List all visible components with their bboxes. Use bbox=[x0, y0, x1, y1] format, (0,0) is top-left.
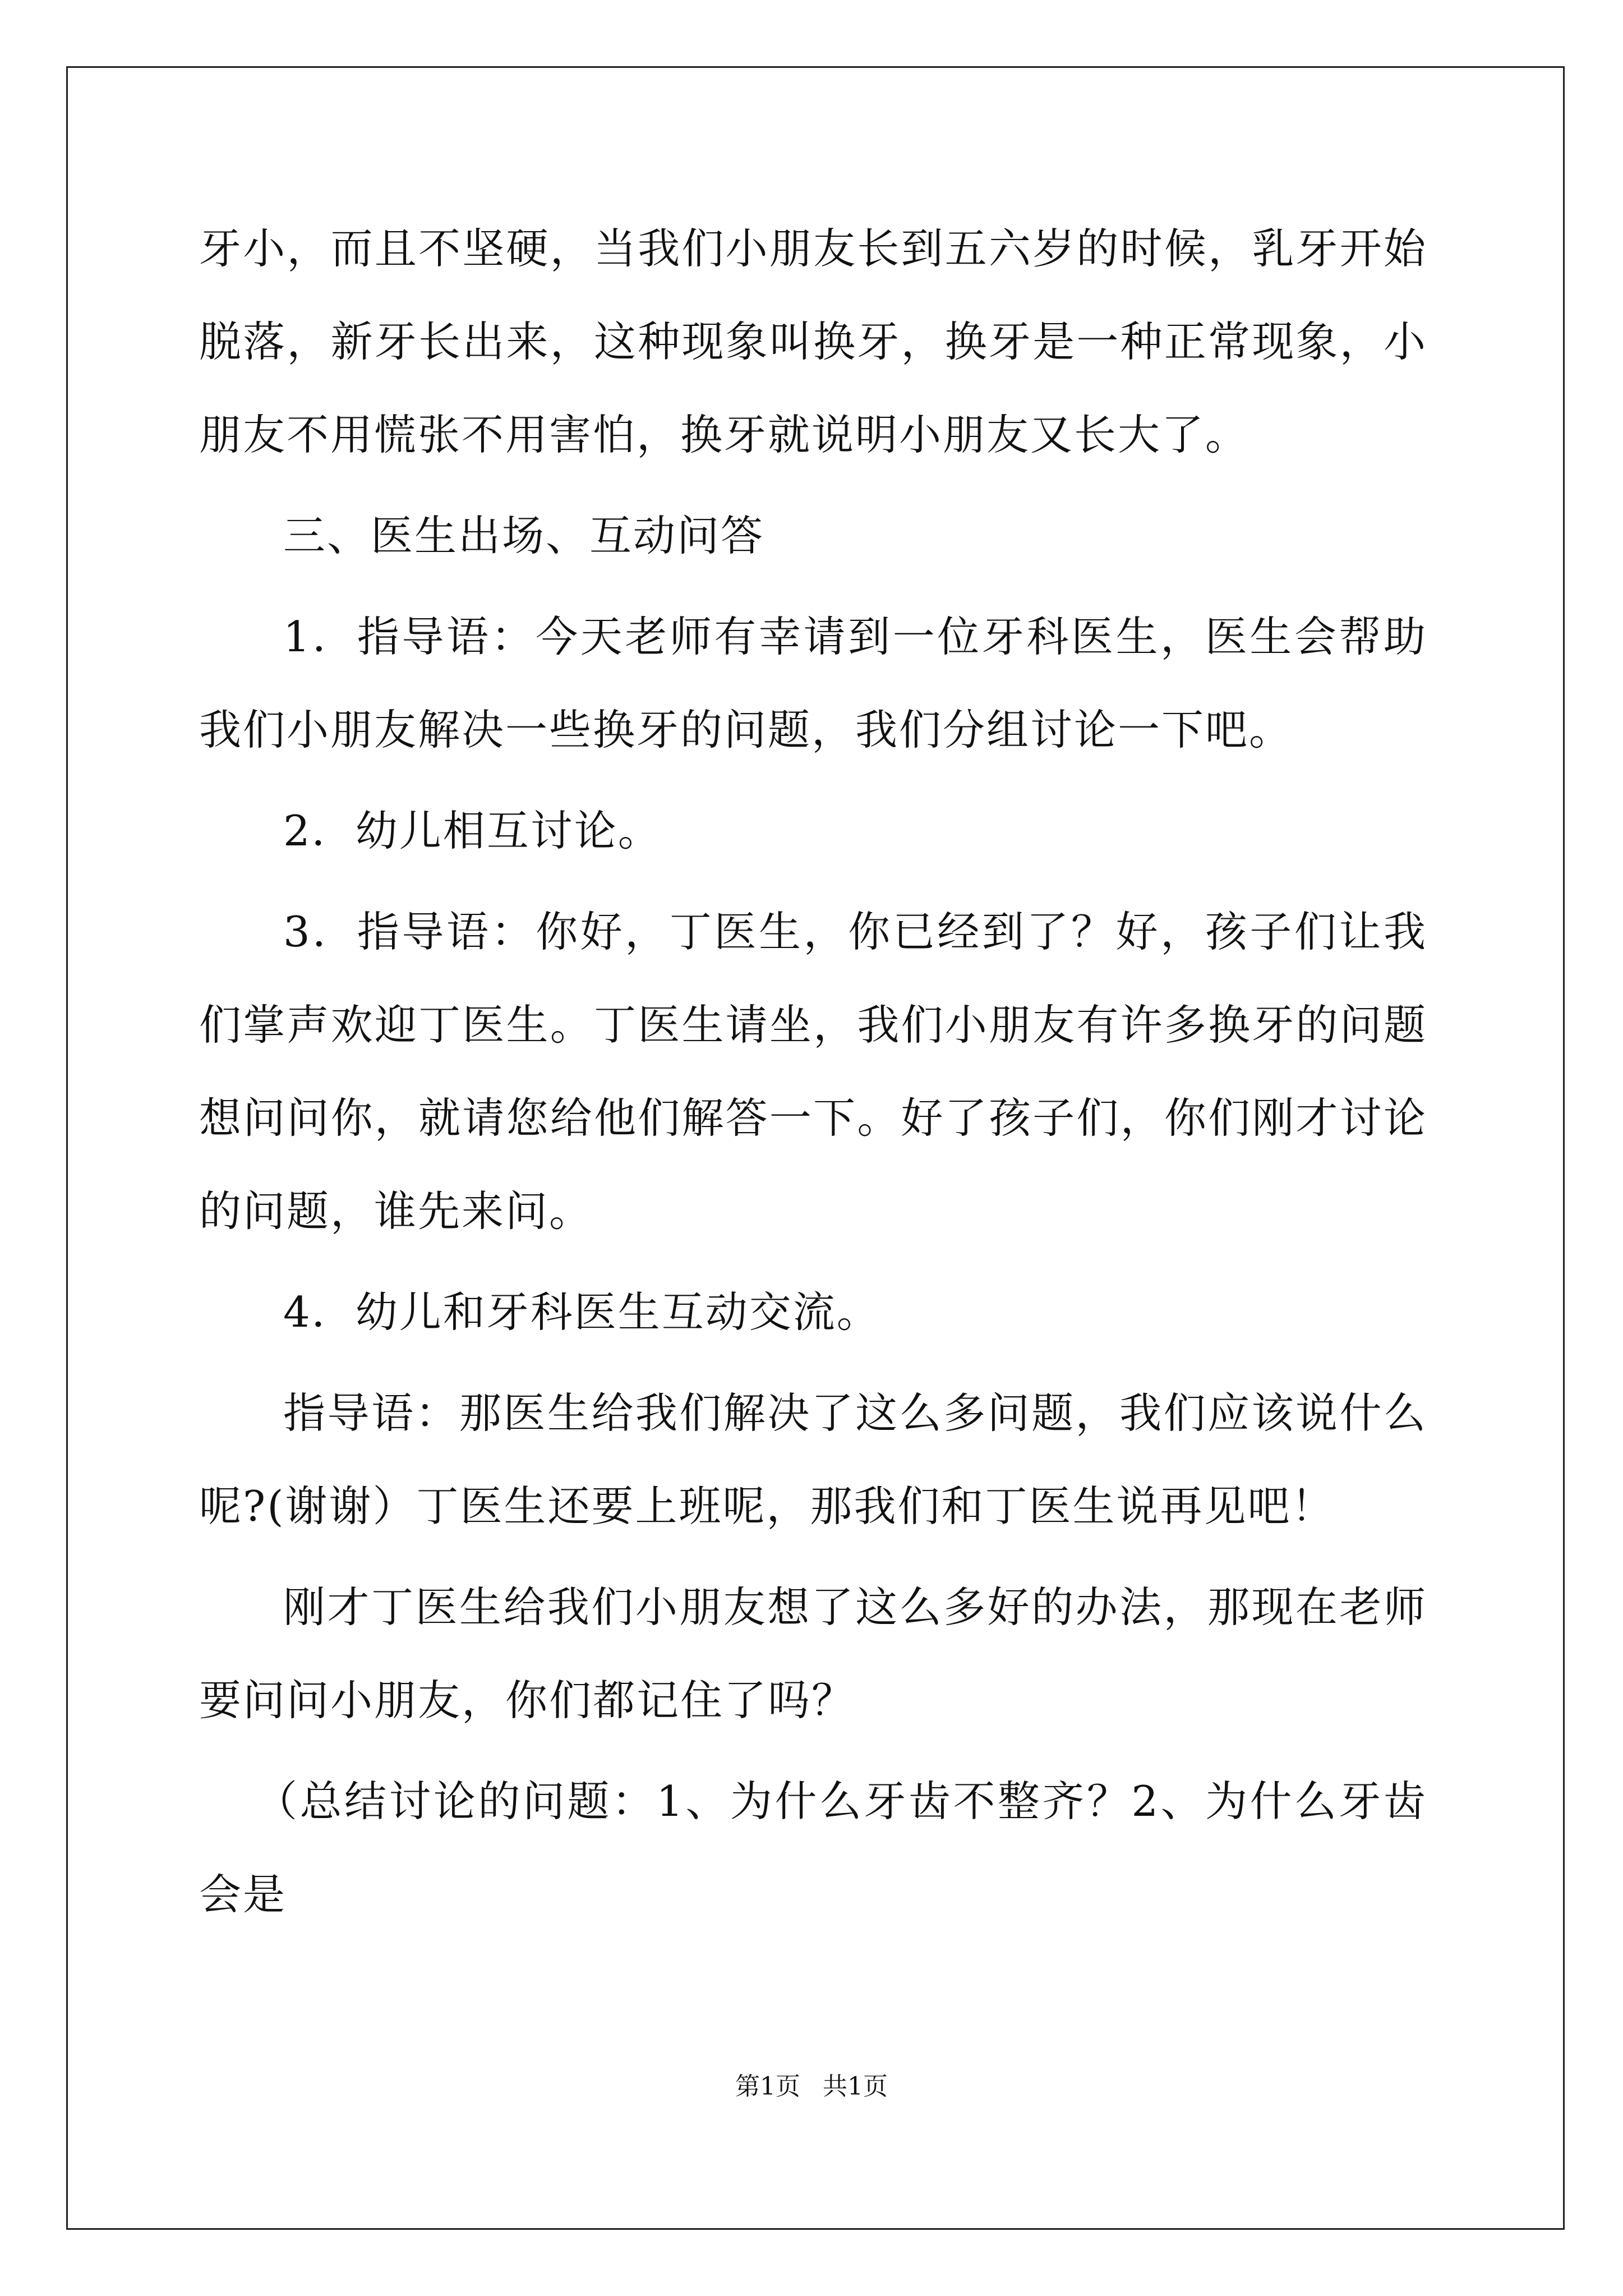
paragraph-1: 牙小，而且不坚硬，当我们小朋友长到五六岁的时候，乳牙开始脱落，新牙长出来，这种现象叫换牙，换牙是一种正常现象，小朋友不用慌张不用害怕，换牙就说明小朋友又长大了。 bbox=[199, 224, 1427, 459]
paragraph-3: 1．指导语：今天老师有幸请到一位牙科医生，医生会帮助我们小朋友解决一些换牙的问题，我们分组讨论一下吧。 bbox=[199, 612, 1427, 754]
paragraph-6: 4．幼儿和牙科医生互动交流。 bbox=[283, 1287, 880, 1337]
paragraph-8: 刚才丁医生给我们小朋友想了这么多好的办法，那现在老师要问问小朋友，你们都记住了吗？ bbox=[199, 1582, 1427, 1725]
paragraph-9: （总结讨论的问题：1、为什么牙齿不整齐？2、为什么牙齿会是 bbox=[199, 1777, 1427, 1919]
page-number: 第1页 bbox=[735, 2072, 800, 2101]
page-total: 共1页 bbox=[823, 2072, 888, 2101]
page-footer bbox=[0, 2070, 1623, 2104]
paragraph-7: 指导语：那医生给我们解决了这么多问题，我们应该说什么呢?(谢谢）丁医生还要上班呢，那我们和丁医生说再见吧！ bbox=[199, 1388, 1427, 1531]
section-heading: 三、医生出场、互动问答 bbox=[283, 511, 765, 560]
paragraph-4: 2．幼儿相互讨论。 bbox=[283, 806, 662, 855]
paragraph-5: 3．指导语：你好，丁医生，你已经到了？好，孩子们让我们掌声欢迎丁医生。丁医生请坐，我们小朋友有许多换牙的问题想问问你，就请您给他们解答一下。好了孩子们，你们刚才讨论的问题，谁先来问。 bbox=[199, 907, 1427, 1236]
document-body bbox=[199, 202, 1427, 1949]
